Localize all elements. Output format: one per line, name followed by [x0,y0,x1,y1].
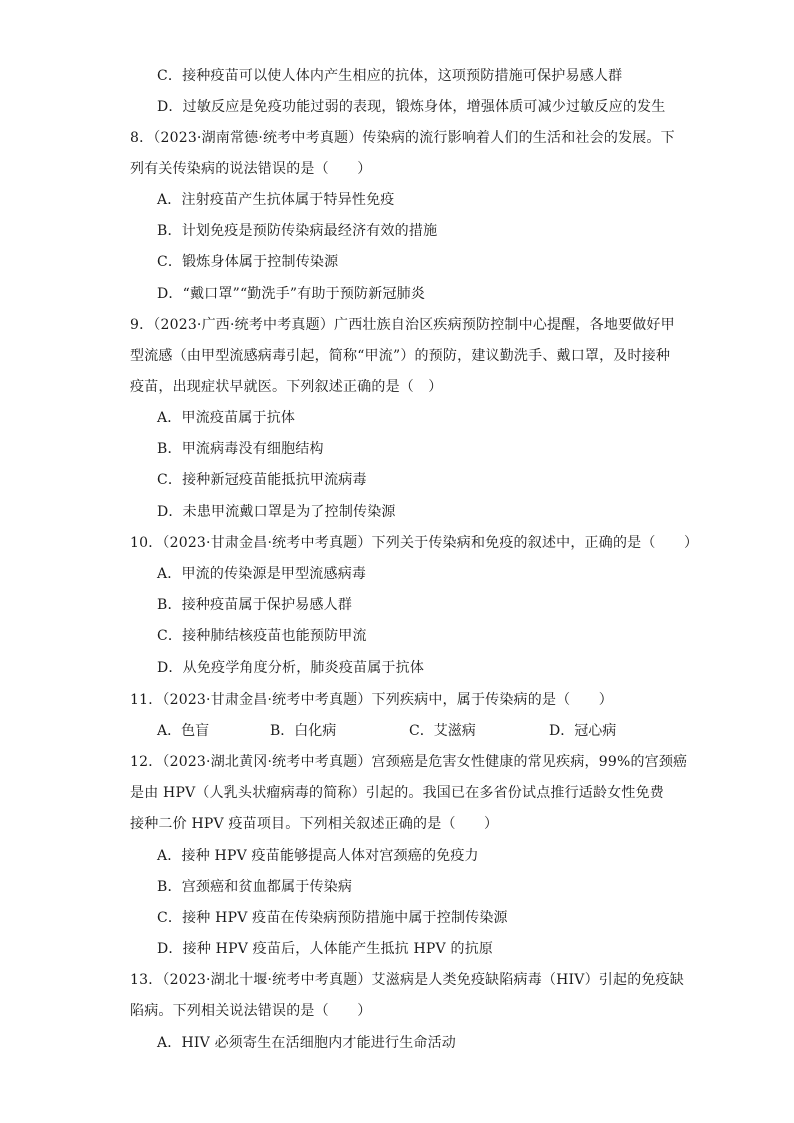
q9-option-c: C．接种新冠疫苗能抵抗甲流病毒 [157,472,367,488]
q13-stem-line-1: 13．（2023·湖北十堰·统考中考真题）艾滋病是人类免疫缺陷病毒（HIV）引起的免疫缺 [130,972,684,988]
q10-option-b: B．接种疫苗属于保护易感人群 [157,597,353,613]
q13-option-a: A．HIV 必须寄生在活细胞内才能进行生命活动 [157,1035,457,1051]
q7-option-c: C．接种疫苗可以使人体内产生相应的抗体，这项预防措施可保护易感人群 [157,68,623,84]
q12-stem-line-3: 接种二价 HPV 疫苗项目。下列相关叙述正确的是（ ） [130,816,499,832]
q11-stem-line-1: 11．（2023·甘肃金昌·统考中考真题）下列疾病中，属于传染病的是（ ） [130,692,613,708]
q10-stem-line-1: 10．（2023·甘肃金昌·统考中考真题）下列关于传染病和免疫的叙述中，正确的是（ ） [130,535,699,551]
q10-option-c: C．接种肺结核疫苗也能预防甲流 [157,628,367,644]
q12-stem-line-2: 是由 HPV（人乳头状瘤病毒的简称）引起的。我国已在多省份试点推行适龄女性免费 [130,785,664,801]
q8-stem-line-2: 列有关传染病的说法错误的是（ ） [130,161,372,177]
q8-option-c: C．锻炼身体属于控制传染源 [157,254,339,270]
q12-stem-line-1: 12．（2023·湖北黄冈·统考中考真题）宫颈癌是危害女性健康的常见疾病，99%的宫颈癌 [130,754,688,770]
q12-option-c: C．接种 HPV 疫苗在传染病预防措施中属于控制传染源 [157,910,508,926]
q8-option-a: A．注射疫苗产生抗体属于特异性免疫 [157,192,395,208]
q9-option-b: B．甲流病毒没有细胞结构 [157,441,324,457]
q11-option-c: C．艾滋病 [409,723,476,739]
q11-option-b: B．白化病 [270,723,337,739]
q9-stem-line-2: 型流感（由甲型流感病毒引起，简称“甲流”）的预防，建议勤洗手、戴口罩，及时接种 [130,348,671,364]
q9-option-a: A．甲流疫苗属于抗体 [157,410,296,426]
q12-option-d: D．接种 HPV 疫苗后，人体能产生抵抗 HPV 的抗原 [157,941,494,957]
q11-options-row [157,721,677,741]
q7-option-d: D．过敏反应是免疫功能过弱的表现，锻炼身体，增强体质可减少过敏反应的发生 [157,99,666,115]
q8-option-b: B．计划免疫是预防传染病最经济有效的措施 [157,223,438,239]
q9-stem-line-3: 疫苗，出现症状早就医。下列叙述正确的是（ ） [130,379,443,395]
q10-option-d: D．从免疫学角度分析，肺炎疫苗属于抗体 [157,660,425,676]
q10-option-a: A．甲流的传染源是甲型流感病毒 [157,566,367,582]
q9-stem-line-1: 9．（2023·广西·统考中考真题）广西壮族自治区疾病预防控制中心提醒，各地要做好甲 [130,317,675,333]
q8-option-d: D．“戴口罩”“勤洗手”有助于预防新冠肺炎 [157,286,426,302]
q12-option-b: B．宫颈癌和贫血都属于传染病 [157,879,353,895]
q9-option-d: D．未患甲流戴口罩是为了控制传染源 [157,504,396,520]
q12-option-a: A．接种 HPV 疫苗能够提高人体对宫颈癌的免疫力 [157,848,479,864]
q8-stem-line-1: 8．（2023·湖南常德·统考中考真题）传染病的流行影响着人们的生活和社会的发展。下 [130,130,675,146]
q11-option-a: A．色盲 [157,723,210,739]
q13-stem-line-2: 陷病。下列相关说法错误的是（ ） [130,1003,372,1019]
q11-option-d: D．冠心病 [549,723,617,739]
